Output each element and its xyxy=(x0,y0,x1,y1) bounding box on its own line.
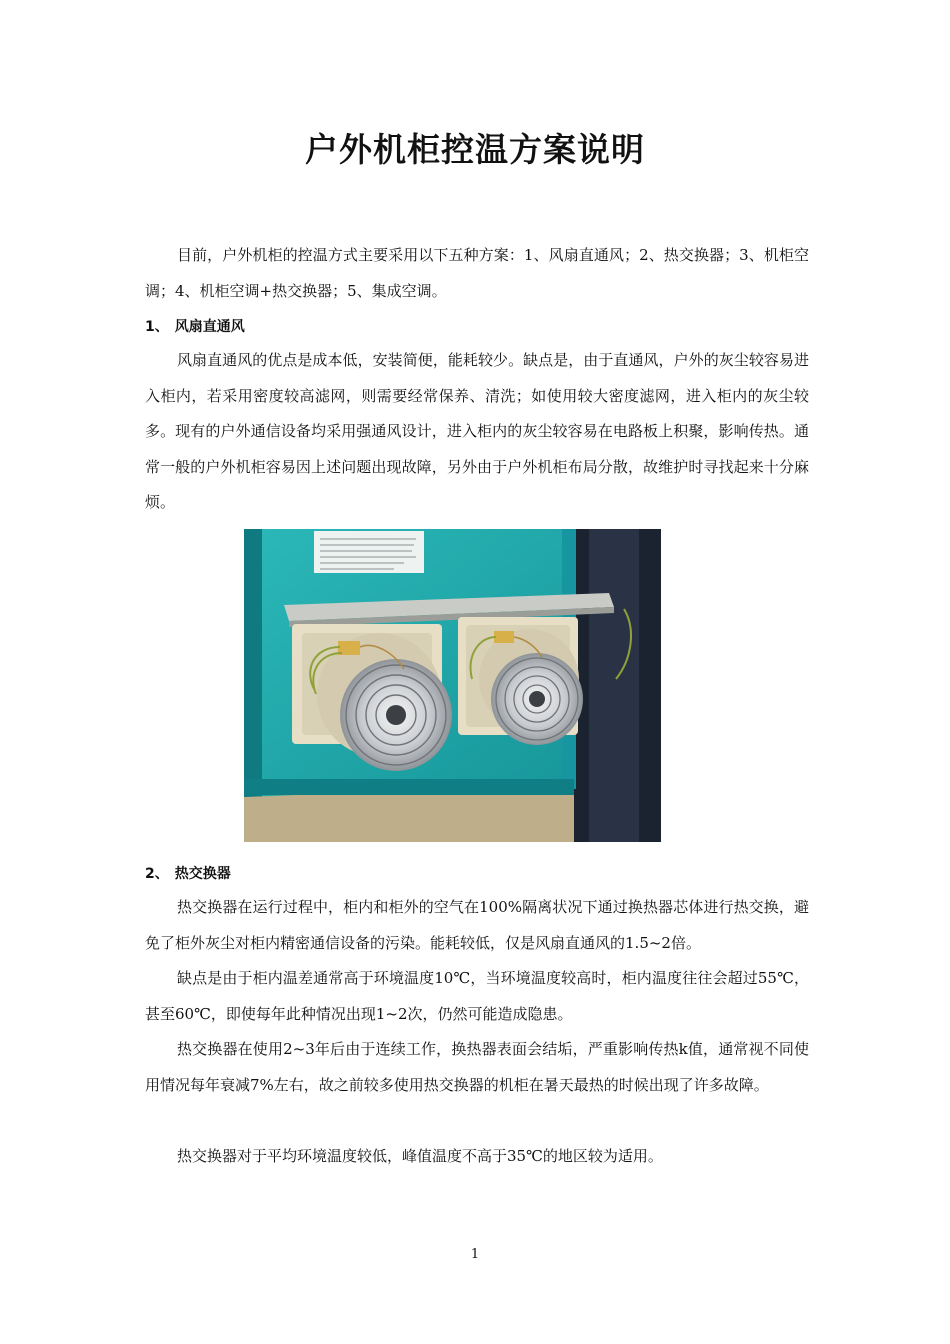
page-number: 1 xyxy=(470,1247,480,1262)
section-2-number: 2、 xyxy=(145,866,169,882)
section-1-number: 1、 xyxy=(145,319,169,335)
section-2-paragraph-3: 热交换器在使用2~3年后由于连续工作，换热器表面会结垢，严重影响传热k值，通常视不同使用情况每年衰减7%左右，故之前较多使用热交换器的机柜在暑天最热的时候出现了许多故障。 xyxy=(145,1040,809,1094)
section-2-paragraph-4: 热交换器对于平均环境温度较低，峰值温度不高于35℃的地区较为适用。 xyxy=(177,1147,663,1165)
section-1-body: 风扇直通风的优点是成本低，安装简便，能耗较少。缺点是，由于直通风，户外的灰尘较容易进入柜内，若采用密度较高滤网，则需要经常保养、清洗；如使用较大密度滤网，进入柜内的灰尘较多。现有的户外通信设备均采用强通风设计，进入柜内的灰尘较容易在电路板上积聚，影响传热。通常一般的户外机柜容易因上述问题出现故障，另外由于户外机柜布局分散，故维护时寻找起来十分麻烦。 xyxy=(145,351,809,512)
section-2-paragraph-2: 缺点是由于柜内温差通常高于环境温度10℃，当环境温度较高时，柜内温度往往会超过55℃，甚至60℃，即使每年此种情况出现1~2次，仍然可能造成隐患。 xyxy=(145,969,809,1023)
section-2-title: 热交换器 xyxy=(174,866,231,882)
section-1-heading xyxy=(145,316,245,338)
section-1-title: 风扇直通风 xyxy=(174,319,245,335)
document-title: 户外机柜控温方案说明 xyxy=(305,130,645,169)
section-2-paragraph-1: 热交换器在运行过程中，柜内和柜外的空气在100%隔离状况下通过换热器芯体进行热交换，避免了柜外灰尘对柜内精密通信设备的污染。能耗较低，仅是风扇直通风的1.5~2倍。 xyxy=(145,898,809,952)
fan-cabinet-photo xyxy=(244,529,661,842)
section-2-heading xyxy=(145,863,231,885)
intro-paragraph: 目前，户外机柜的控温方式主要采用以下五种方案：1、风扇直通风；2、热交换器；3、机柜空调；4、机柜空调+热交换器；5、集成空调。 xyxy=(145,246,809,300)
